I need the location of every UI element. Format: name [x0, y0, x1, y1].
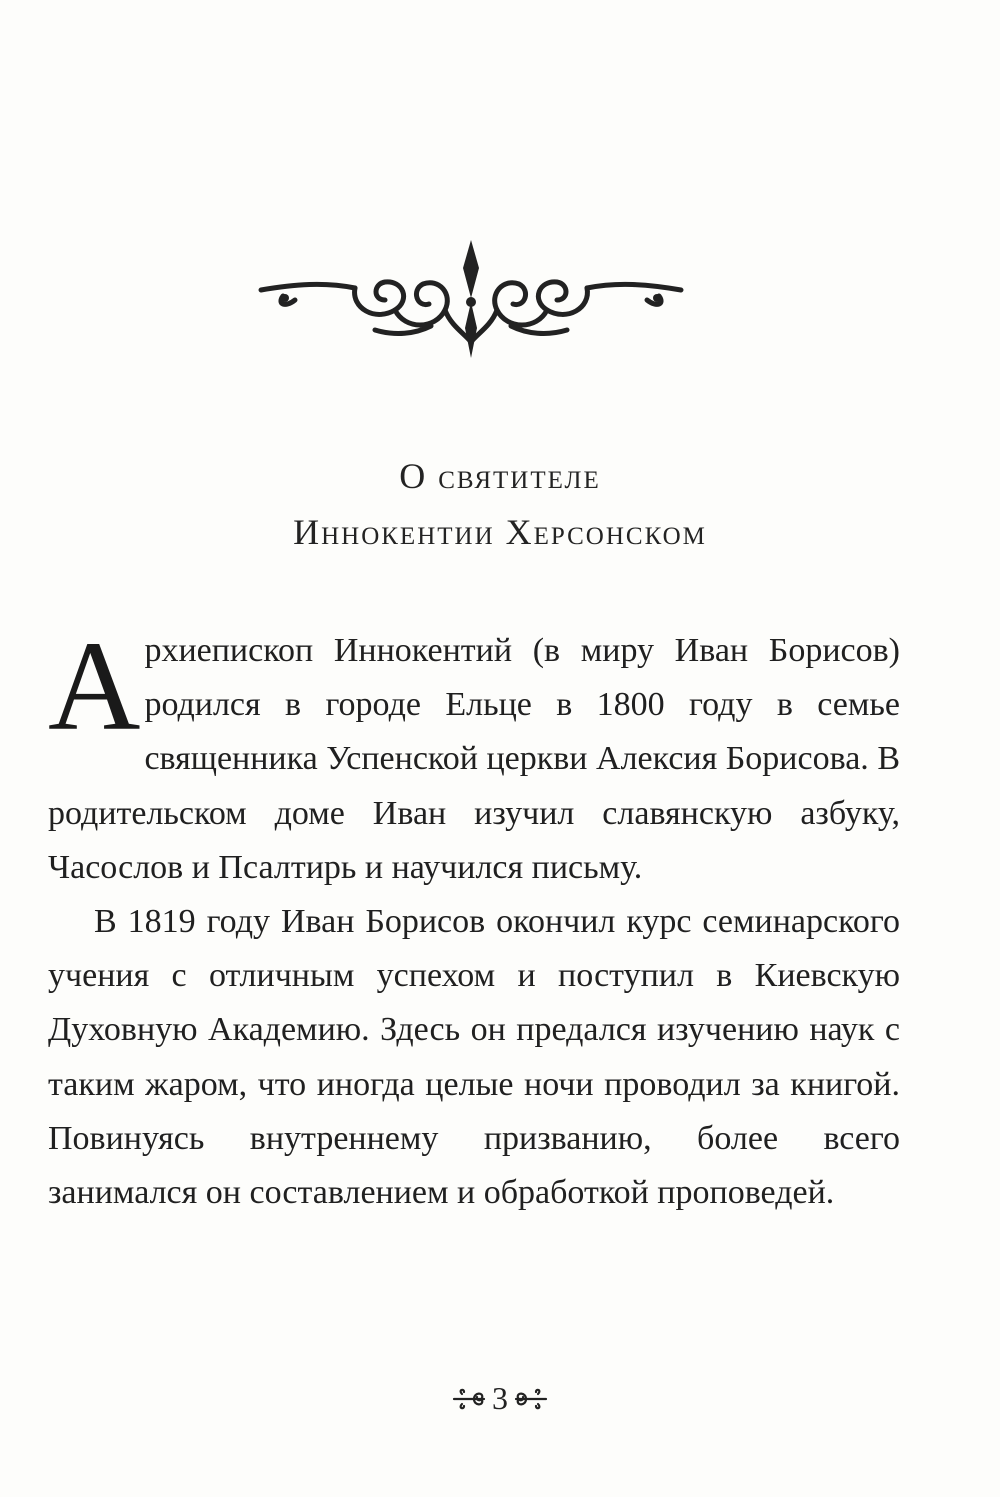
- drop-cap: А: [48, 615, 141, 757]
- ornamental-scroll-icon: [255, 238, 687, 360]
- title-line-2: Иннокентии Херсонском: [293, 512, 707, 552]
- page-title: [0, 448, 1000, 560]
- curl-ornament-icon: [452, 1388, 486, 1410]
- curl-ornament-icon: [514, 1388, 548, 1410]
- paragraph: [48, 615, 900, 895]
- title-line-1: О святителе: [399, 456, 601, 496]
- page-number: 3: [492, 1380, 508, 1416]
- page-number-block: [0, 1380, 1000, 1417]
- paragraph: [48, 895, 900, 1220]
- body-text: [48, 615, 900, 1220]
- paragraph-1-text: рхиепископ Иннокентий (в миру Иван Борисов) родился в городе Ельце в 1800 году в семье священника Успенской церкви Алексия Борисова. В родительском доме Иван изучил славянскую азбуку, Часослов и Псалтирь и научился письму.: [48, 632, 900, 886]
- paragraph-2-text: В 1819 году Иван Борисов окончил курс семинарского учения с отличным успехом и поступил в Киевскую Духовную Академию. Здесь он предался изучению наук с таким жаром, что иногда целые ночи проводил за книгой. Повинуясь внутреннему призванию, более всего занимался он составлением и обработкой проповедей.: [48, 903, 900, 1212]
